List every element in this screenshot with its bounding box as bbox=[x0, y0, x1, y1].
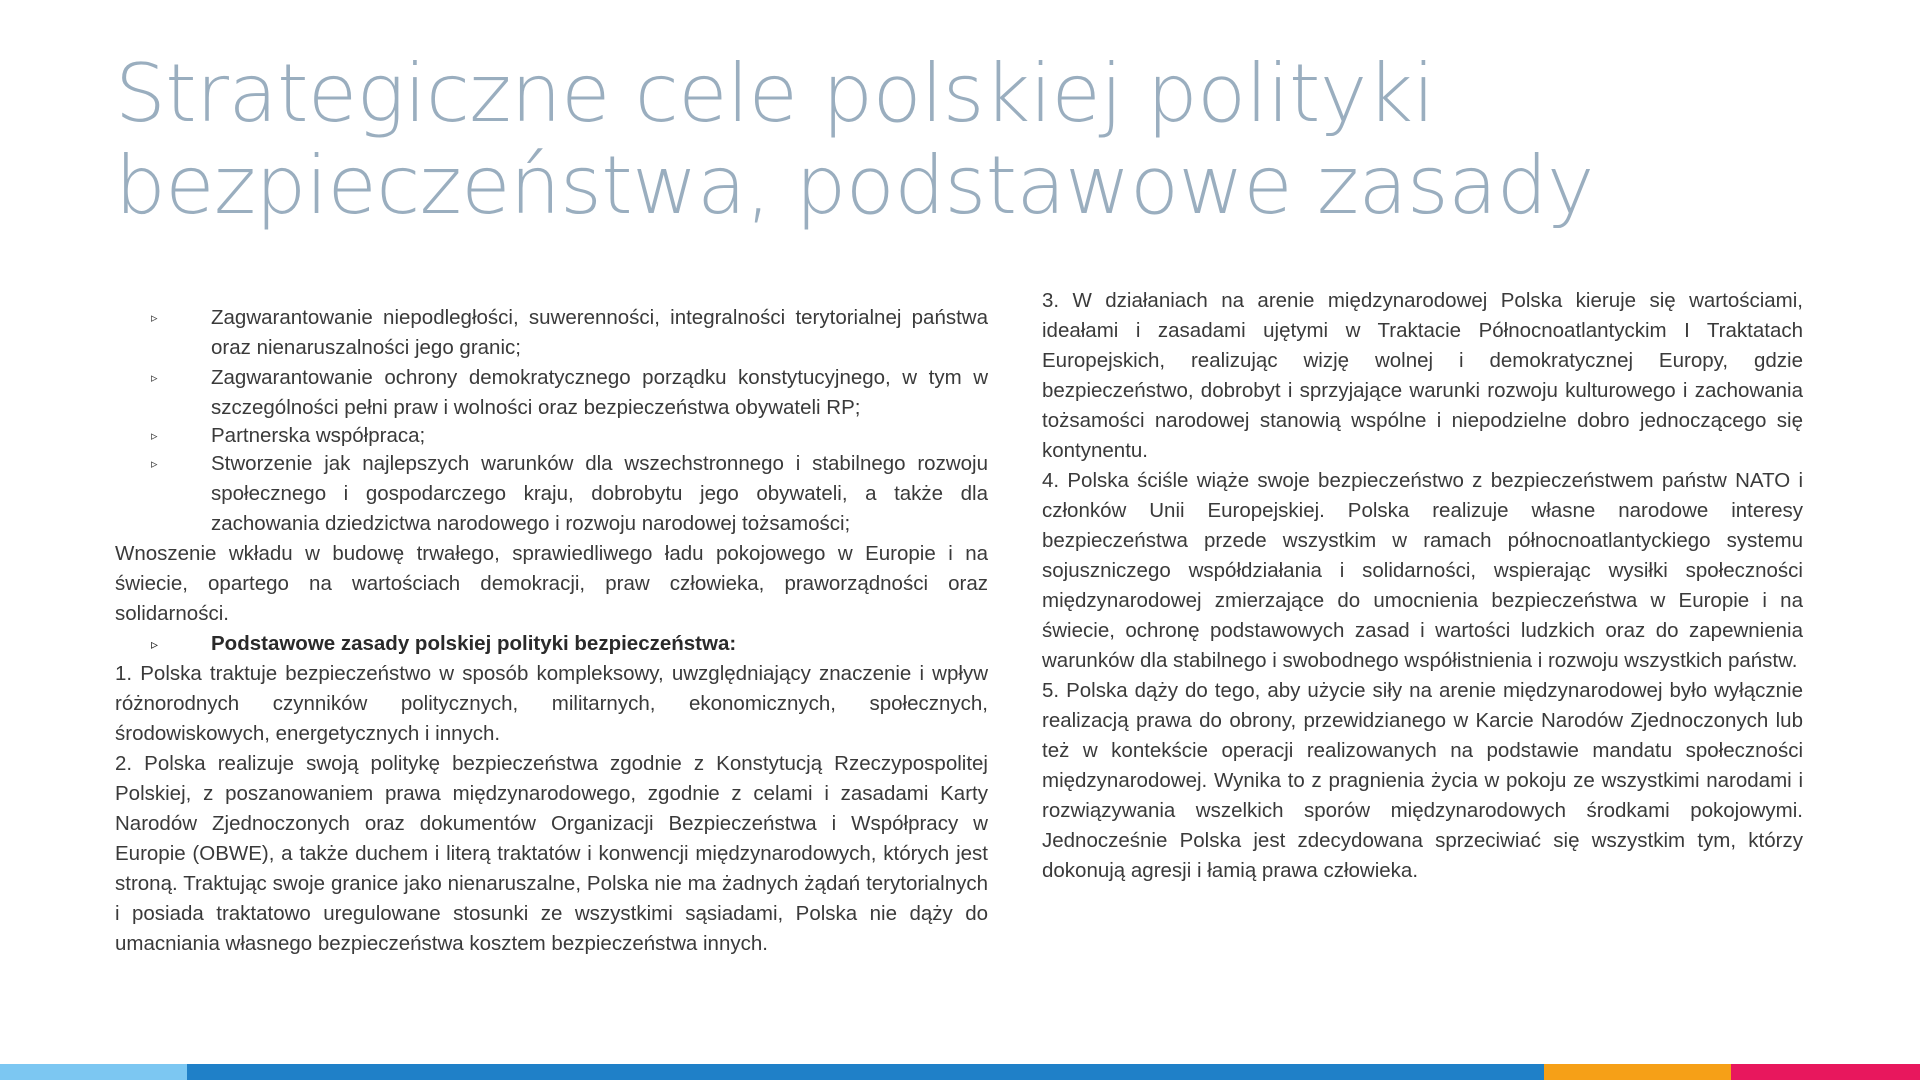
bar-segment-light-blue bbox=[0, 1064, 187, 1080]
list-item-text: Zagwarantowanie niepodległości, suwerenności, integralności terytorialnej państwa oraz nienaruszalności jego granic; bbox=[211, 306, 988, 359]
left-column bbox=[115, 303, 988, 959]
slide-title: Strategiczne cele polskiej polityki bezpieczeństwa, podstawowe zasady bbox=[115, 47, 1594, 232]
list-item-text: Partnerska współpraca; bbox=[211, 424, 426, 447]
bottom-color-bar bbox=[0, 1064, 1920, 1080]
paragraph-wnoszenie: Wnoszenie wkładu w budowę trwałego, sprawiedliwego ładu pokojowego w Europie i na świecie, opartego na wartościach demokracji, praw człowieka, praworządności oraz solidarności. bbox=[115, 542, 988, 625]
triangle-bullet-icon: ▹ bbox=[151, 370, 158, 385]
principle-5: 5. Polska dąży do tego, aby użycie siły na arenie międzynarodowej było wyłącznie realizacją prawa do obrony, przewidzianego w Karcie Narodów Zjednoczonych lub też w kontekście operacji realizowanych na podstawie mandatu społeczności międzynarodowej. Wynika to z pragnienia życia w pokoju ze wszystkimi narodami i rozwiązywania wszelkich sporów międzynarodowych środkami pokojowymi. Jednocześnie Polska jest zdecydowana sprzeciwiać się wszystkim tym, którzy dokonują agresji i łamią prawa człowieka. bbox=[1042, 679, 1803, 882]
list-item-text: Stworzenie jak najlepszych warunków dla wszechstronnego i stabilnego rozwoju społecznego i gospodarczego kraju, dobrobytu jego obywateli, a także dla zachowania dziedzictwa narodowego i rozwoju narodowej tożsamości; bbox=[211, 452, 988, 535]
bar-segment-pink bbox=[1731, 1064, 1920, 1080]
triangle-bullet-icon: ▹ bbox=[151, 310, 158, 325]
triangle-bullet-icon: ▹ bbox=[151, 428, 158, 443]
principle-3: 3. W działaniach na arenie międzynarodowej Polska kieruje się wartościami, ideałami i zasadami ujętymi w Traktacie Północnoatlantyckim I Traktatach Europejskich, realizując wizję wolnej i demokratycznej Europy, gdzie bezpieczeństwo, dobrobyt i sprzyjające warunki rozwoju kulturowego i zachowania tożsamości narodowej stanowią wspólne i niepodzielne dobro jednoczącego się kontynentu. bbox=[1042, 289, 1803, 462]
goals-list bbox=[115, 303, 988, 539]
principle-2: 2. Polska realizuje swoją politykę bezpieczeństwa zgodnie z Konstytucją Rzeczypospolitej Polskiej, z poszanowaniem prawa międzynarodowego, zgodnie z celami i zasadami Karty Narodów Zjednoczonych oraz dokumentów Organizacji Bezpieczeństwa i Współpracy w Europie (OBWE), a także duchem i literą traktatów i konwencji międzynarodowych, których jest stroną. Traktując swoje granice jako nienaruszalne, Polska nie ma żadnych żądań terytorialnych i posiada traktatowo uregulowane stosunki ze wszystkimi sąsiadami, Polska nie dąży do umacniania własnego bezpieczeństwa kosztem bezpieczeństwa innych. bbox=[115, 752, 988, 955]
list-item bbox=[115, 303, 988, 363]
list-item bbox=[115, 423, 988, 449]
list-item bbox=[115, 363, 988, 423]
triangle-bullet-icon: ▹ bbox=[151, 636, 159, 652]
principle-4: 4. Polska ściśle wiąże swoje bezpieczeństwo z bezpieczeństwem państw NATO i członków Unii Europejskiej. Polska realizuje własne narodowe interesy bezpieczeństwa przede wszystkim w ramach północnoatlantyckiego systemu sojuszniczego współdziałania i solidarności, wspierając wysiłki społeczności międzynarodowej zmierzające do umocnienia bezpieczeństwa w Europie i na świecie, ochronę podstawowych zasad i wartości ludzkich oraz do zapewnienia warunków dla stabilnego i swobodnego współistnienia i rozwoju wszystkich państw. bbox=[1042, 469, 1803, 672]
principle-1: 1. Polska traktuje bezpieczeństwo w sposób kompleksowy, uwzględniający znaczenie i wpływ różnorodnych czynników politycznych, militarnych, ekonomicznych, społecznych, środowiskowych, energetycznych i innych. bbox=[115, 662, 988, 745]
principles-heading-text: Podstawowe zasady polskiej polityki bezpieczeństwa: bbox=[211, 632, 737, 655]
bar-segment-blue bbox=[187, 1064, 1544, 1080]
triangle-bullet-icon: ▹ bbox=[151, 456, 158, 471]
bar-segment-orange bbox=[1544, 1064, 1731, 1080]
principles-heading bbox=[115, 629, 988, 659]
list-item-text: Zagwarantowanie ochrony demokratycznego porządku konstytucyjnego, w tym w szczególności pełni praw i wolności oraz bezpieczeństwa obywateli RP; bbox=[211, 366, 988, 419]
right-column bbox=[1042, 286, 1803, 886]
list-item bbox=[115, 449, 988, 539]
